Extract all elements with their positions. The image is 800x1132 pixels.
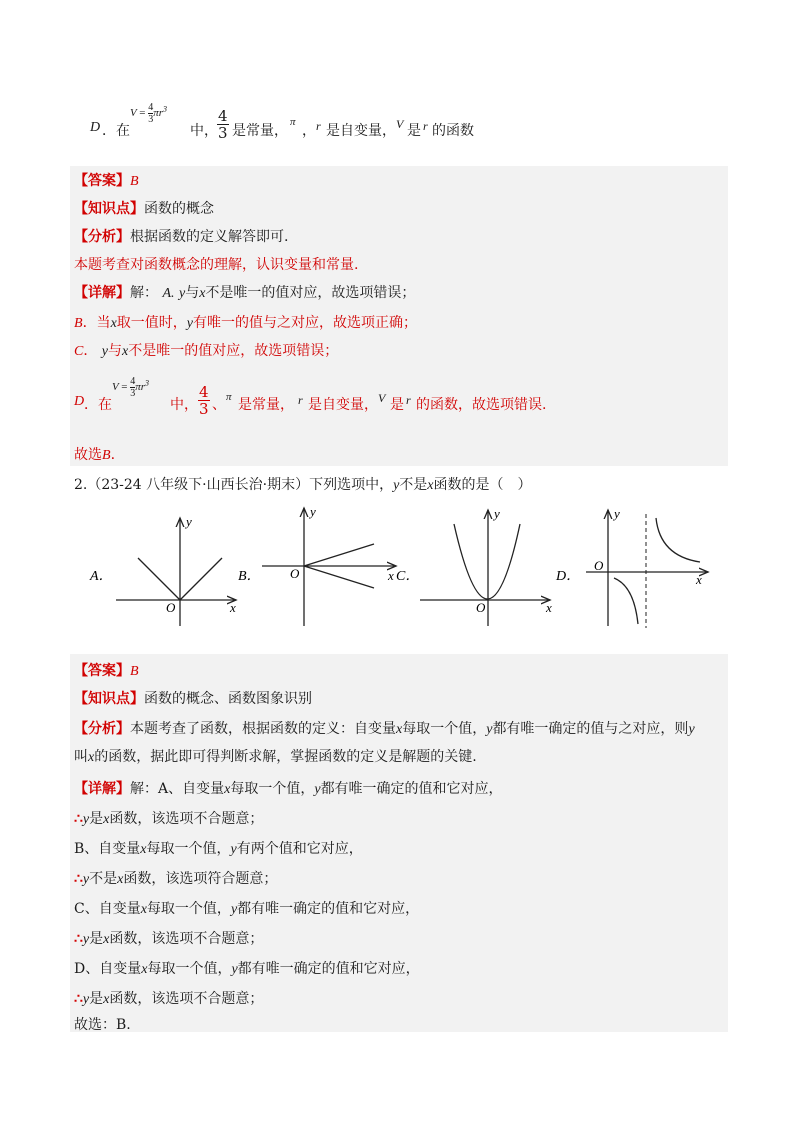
- formula-v: V = $\frac{4}{3}\pi r^3$: [112, 376, 150, 399]
- conclusion-a: ∴y是x函数，该选项不合题意；: [74, 811, 264, 827]
- question-2: 2.（23-24 八年级下·山西长治·期末）下列选项中，y不是x函数的是（ ）: [74, 477, 532, 493]
- analysis-line: 【分析】根据函数的定义解答即可.: [74, 229, 289, 245]
- answer-line: 【答案】B: [74, 173, 139, 189]
- conclusion-line: 故选B.: [74, 447, 116, 463]
- analysis-line: 【分析】本题考查了函数，根据函数的定义：自变量x每取一个值，y都有唯一确定的值与之对应，则y: [74, 721, 695, 737]
- graph-b-upper-ray: [304, 544, 374, 566]
- graph-d-origin: O: [594, 558, 604, 573]
- option-d-line: D ．在 V = $\frac{4}{3}\pi r^3$ 中， $\frac{4}{3}$ 是常量， π ， r 是自变量， V 是 r 的函数: [90, 102, 474, 142]
- graph-a-left-ray: [138, 558, 180, 600]
- detail-d-line: D、自变量x每取一个值，y都有唯一确定的值和它对应，: [74, 961, 420, 977]
- graph-c-x-label: x: [546, 600, 552, 615]
- graph-b-lower-ray: [304, 566, 374, 588]
- graph-a: [89, 514, 236, 626]
- detail-c-line: C． y与x不是唯一的值对应，故选项错误；: [74, 343, 339, 359]
- fraction-4-3: $\frac{4}{3}$: [199, 383, 209, 418]
- exam-focus-line: 本题考查对函数概念的理解，认识变量和常量.: [74, 257, 359, 273]
- option-text: ．在: [102, 123, 130, 139]
- graph-a-x-label: x: [230, 600, 236, 615]
- detail-d-line: D ．在 V = $\frac{4}{3}\pi r^3$ 中， $\frac{4}{3}$ 、 π 是常量， r 是自变量， V 是 r 的函数，故选项错误.: [74, 376, 547, 418]
- conclusion-b: ∴y不是x函数，该选项符合题意；: [74, 871, 278, 887]
- knowledge-point-line: 【知识点】函数的概念: [74, 201, 214, 217]
- graph-d-y-label: y: [614, 506, 620, 521]
- graph-d-label: D．: [556, 569, 581, 584]
- graph-a-label: A．: [90, 569, 113, 584]
- formula-v: V = $\frac{4}{3}\pi r^3$: [130, 102, 168, 125]
- graph-a-y-label: y: [186, 514, 192, 529]
- graph-b-x-label: x: [388, 568, 394, 583]
- function-graphs: [80, 504, 720, 634]
- graph-b-label: B．: [238, 569, 261, 584]
- graph-d-x-label: x: [696, 572, 702, 587]
- graph-b-origin: O: [290, 566, 300, 581]
- analysis-line-2: 叫x的函数，据此即可得判断求解，掌握函数的定义是解题的关键.: [74, 749, 477, 765]
- graph-b: [238, 504, 396, 626]
- fraction-4-3: $\frac{4}{3}$: [218, 107, 228, 142]
- graph-a-right-ray: [180, 558, 222, 600]
- graph-d: [555, 506, 708, 628]
- graph-c: [420, 506, 552, 626]
- knowledge-point-line: 【知识点】函数的概念、函数图象识别: [74, 691, 312, 707]
- graph-a-origin: O: [166, 600, 176, 615]
- graph-c-y-label: y: [494, 506, 500, 521]
- graph-c-parabola: [454, 524, 520, 599]
- answer-line: 【答案】B: [74, 663, 139, 679]
- conclusion-c: ∴y是x函数，该选项不合题意；: [74, 931, 264, 947]
- graph-c-origin: O: [476, 600, 486, 615]
- detail-line: 【详解】解：A、自变量x每取一个值，y都有唯一确定的值和它对应，: [74, 781, 503, 797]
- detail-b-line: B、自变量x每取一个值，y有两个值和它对应，: [74, 841, 363, 857]
- detail-c-line: C、自变量x每取一个值，y都有唯一确定的值和它对应，: [74, 901, 420, 917]
- option-letter: D: [90, 120, 101, 135]
- graph-c-label: C．: [396, 569, 420, 584]
- graph-d-right-branch: [656, 518, 700, 562]
- conclusion-d: ∴y是x函数，该选项不合题意；: [74, 991, 264, 1007]
- detail-line: 【详解】解： A. y与x不是唯一的值对应，故选项错误；: [74, 285, 416, 301]
- graph-b-y-label: y: [310, 504, 316, 519]
- final-conclusion: 故选：B.: [74, 1017, 131, 1033]
- graph-d-left-branch: [614, 578, 638, 624]
- detail-b-line: B．当x取一值时，y有唯一的值与之对应，故选项正确；: [74, 315, 417, 331]
